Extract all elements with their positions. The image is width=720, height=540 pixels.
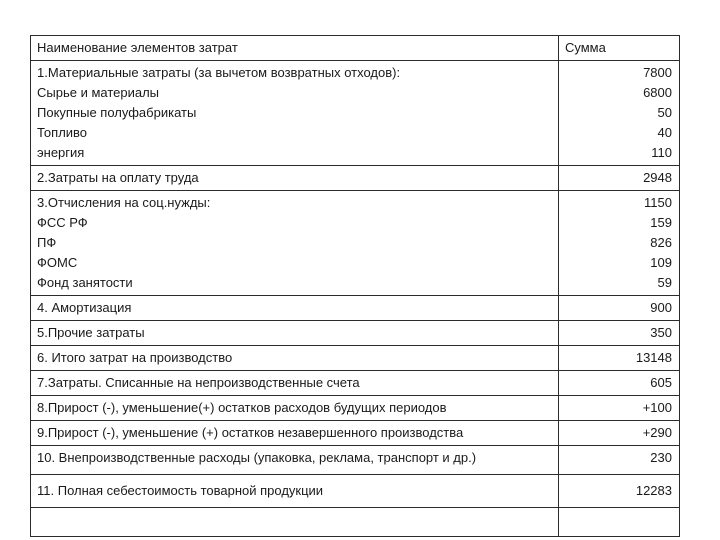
table-row xyxy=(31,346,680,371)
table-header-row xyxy=(31,36,680,61)
header-name: Наименование элементов затрат xyxy=(31,36,559,61)
item-sum: 605 xyxy=(650,375,672,390)
row-name-cell xyxy=(31,61,559,166)
item-sum: 109 xyxy=(650,255,672,270)
row-name-cell xyxy=(31,396,559,421)
item-name: 1.Материальные затраты (за вычетом возвратных отходов): xyxy=(37,65,401,80)
item-sum: 12283 xyxy=(635,483,672,498)
item-sum: 110 xyxy=(651,145,672,160)
item-sum: 230 xyxy=(650,450,672,465)
row-name-cell xyxy=(31,346,559,371)
item-name: ФОМС xyxy=(37,255,78,270)
row-sum-cell xyxy=(559,396,680,421)
item-name: 8.Прирост (-), уменьшение(+) остатков расходов будущих периодов xyxy=(37,400,447,415)
item-name: 2.Затраты на оплату труда xyxy=(37,170,199,185)
item-sum: 50 xyxy=(657,105,672,120)
row-name-cell xyxy=(31,475,559,508)
item-name: 7.Затраты. Списанные на непроизводственные счета xyxy=(37,375,360,390)
table-row xyxy=(31,371,680,396)
table-row xyxy=(31,166,680,191)
table-row xyxy=(31,421,680,446)
row-sum-cell xyxy=(559,61,680,166)
table-row xyxy=(31,191,680,296)
table-row xyxy=(31,61,680,166)
header-sum: Сумма xyxy=(559,36,680,61)
row-sum-cell xyxy=(559,346,680,371)
item-sum: 59 xyxy=(657,275,672,290)
table-body xyxy=(31,61,680,537)
row-name-cell xyxy=(31,371,559,396)
row-sum-cell xyxy=(559,166,680,191)
item-name: ФСС РФ xyxy=(37,215,88,230)
item-sum: 1150 xyxy=(644,195,672,210)
item-name: 4. Амортизация xyxy=(37,300,132,315)
item-name: Топливо xyxy=(37,125,88,140)
table-row xyxy=(31,396,680,421)
row-sum-cell xyxy=(559,371,680,396)
item-name: 3.Отчисления на соц.нужды: xyxy=(37,195,211,210)
row-name-cell xyxy=(31,191,559,296)
item-name: Покупные полуфабрикаты xyxy=(37,105,197,120)
table-row xyxy=(31,508,680,537)
item-name: 6. Итого затрат на производство xyxy=(37,350,233,365)
item-name: 10. Внепроизводственные расходы (упаковка, реклама, транспорт и др.) xyxy=(37,450,477,465)
item-sum: +290 xyxy=(642,425,672,440)
table-row xyxy=(31,296,680,321)
item-name: Сырье и материалы xyxy=(37,85,160,100)
cost-elements-table xyxy=(30,35,680,537)
item-name: ПФ xyxy=(37,235,57,250)
item-sum: 13148 xyxy=(635,350,672,365)
row-name-cell xyxy=(31,166,559,191)
item-sum: 6800 xyxy=(643,85,672,100)
row-sum-cell xyxy=(559,508,680,537)
row-name-cell xyxy=(31,296,559,321)
row-name-cell xyxy=(31,508,559,537)
item-name: 9.Прирост (-), уменьшение (+) остатков незавершенного производства xyxy=(37,425,464,440)
row-name-cell xyxy=(31,421,559,446)
row-sum-cell xyxy=(559,321,680,346)
table-row xyxy=(31,321,680,346)
item-name: 5.Прочие затраты xyxy=(37,325,145,340)
row-name-cell xyxy=(31,321,559,346)
item-name: Фонд занятости xyxy=(37,275,133,290)
item-sum: 159 xyxy=(650,215,672,230)
row-sum-cell xyxy=(559,296,680,321)
row-sum-cell xyxy=(559,446,680,475)
item-sum: +100 xyxy=(642,400,672,415)
row-sum-cell xyxy=(559,191,680,296)
row-name-cell xyxy=(31,446,559,475)
table-row xyxy=(31,446,680,475)
item-name: 11. Полная себестоимость товарной продукции xyxy=(37,483,324,498)
item-sum: 826 xyxy=(650,235,672,250)
row-sum-cell xyxy=(559,475,680,508)
row-sum-cell xyxy=(559,421,680,446)
table-row xyxy=(31,475,680,508)
item-sum: 7800 xyxy=(643,65,672,80)
item-sum: 350 xyxy=(650,325,672,340)
item-sum: 2948 xyxy=(643,170,672,185)
item-sum: 900 xyxy=(650,300,672,315)
item-name: энергия xyxy=(37,145,85,160)
item-sum: 40 xyxy=(657,125,672,140)
